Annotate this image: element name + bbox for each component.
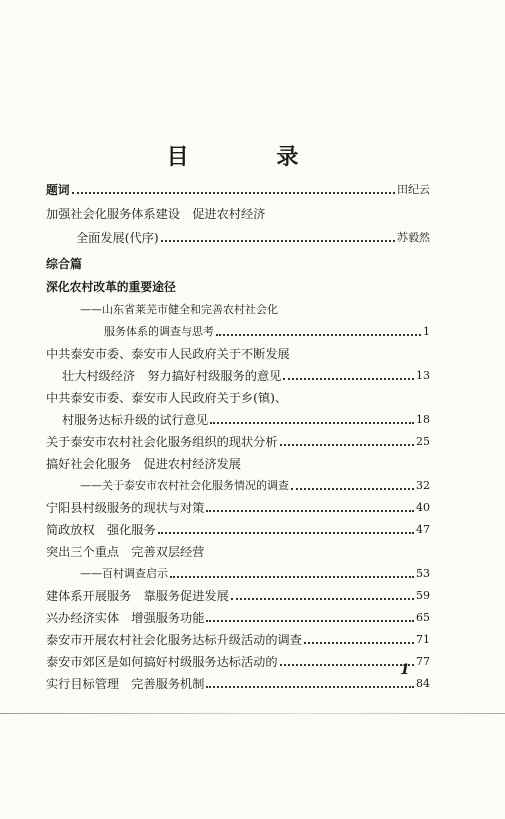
toc-entry-page: 13 <box>416 369 430 382</box>
toc-entry-page: 77 <box>416 655 430 668</box>
toc-entry-title: 实行目标管理 完善服务机制 <box>46 677 205 691</box>
toc-entry-title: 突出三个重点 完善双层经营 <box>46 545 205 559</box>
section-heading: 综合篇 <box>46 257 83 271</box>
toc-entry-title: 村服务达标升级的试行意见 <box>62 413 209 427</box>
toc-entry-title: 泰安市郊区是如何搞好村级服务达标活动的 <box>46 655 278 669</box>
toc-entry-title: 壮大村级经济 努力搞好村级服务的意见 <box>62 369 282 383</box>
toc-entry-title: ——山东省莱芜市健全和完善农村社会化 <box>80 303 278 316</box>
toc-entry-title: 全面发展(代序) <box>76 231 159 245</box>
toc-entry-page: 53 <box>416 567 430 580</box>
dot-leader <box>283 378 414 380</box>
toc-entry <box>46 498 430 518</box>
toc-entry-page: 40 <box>416 501 430 514</box>
dot-leader <box>161 240 395 242</box>
dot-leader <box>280 444 414 446</box>
toc-entry <box>46 586 430 606</box>
toc-entry <box>46 608 430 628</box>
scan-edge-line <box>0 713 505 714</box>
toc-entry-title: 加强社会化服务体系建设 促进农村经济 <box>46 207 266 221</box>
toc-entry <box>46 344 430 364</box>
toc-entry <box>46 454 430 474</box>
page-title: 目 录 <box>166 145 339 170</box>
toc-entry <box>76 228 430 248</box>
dot-leader <box>304 642 414 644</box>
toc-entry-page: 田纪云 <box>397 183 430 196</box>
toc-entry-page: 71 <box>416 633 430 646</box>
toc-entry <box>46 674 430 694</box>
toc-entry-page: 65 <box>416 611 430 624</box>
dot-leader <box>206 686 414 688</box>
dot-leader <box>158 532 414 534</box>
toc-entry-page: 25 <box>416 435 430 448</box>
toc-entry <box>80 476 430 496</box>
toc-entry <box>80 300 430 320</box>
dot-leader <box>170 576 414 578</box>
toc-entry <box>80 564 430 584</box>
toc-entry-title: 宁阳县村级服务的现状与对策 <box>46 501 205 515</box>
toc-entry <box>62 410 430 430</box>
toc-entry-page: 32 <box>416 479 430 492</box>
toc-entry <box>46 630 430 650</box>
toc-entry-title: 建体系开展服务 靠服务促进发展 <box>46 589 229 603</box>
toc-entry-title: 深化农村改革的重要途径 <box>46 280 176 294</box>
toc-entry-page: 47 <box>416 523 430 536</box>
dot-leader <box>291 488 414 490</box>
toc-entry-title: 题词 <box>46 183 70 197</box>
toc-entry <box>46 432 430 452</box>
toc-entry-title: 简政放权 强化服务 <box>46 523 156 537</box>
toc-entry <box>46 520 430 540</box>
toc-entry-page: 84 <box>416 677 430 690</box>
dot-leader <box>280 664 414 666</box>
toc-entry-page: 59 <box>416 589 430 602</box>
toc-entry-title: ——百村调查启示 <box>80 567 168 580</box>
toc-entry <box>46 180 430 200</box>
toc-entry-title: 搞好社会化服务 促进农村经济发展 <box>46 457 241 471</box>
toc-entry-title: 泰安市开展农村社会化服务达标升级活动的调查 <box>46 633 302 647</box>
toc-entry <box>46 204 430 224</box>
toc-entry <box>46 277 430 297</box>
toc-entry-title: 中共泰安市委、泰安市人民政府关于乡(镇)、 <box>46 391 288 405</box>
toc-entry <box>46 542 430 562</box>
dot-leader <box>216 334 421 336</box>
toc-entry-title: 中共泰安市委、泰安市人民政府关于不断发展 <box>46 347 290 361</box>
toc-entry-page: 1 <box>423 325 430 338</box>
dot-leader <box>72 192 395 194</box>
dot-leader <box>206 510 414 512</box>
toc-entry-title: 兴办经济实体 增强服务功能 <box>46 611 205 625</box>
toc-entry-title: ——关于泰安市农村社会化服务情况的调查 <box>80 479 289 492</box>
dot-leader <box>231 598 414 600</box>
toc-entry <box>46 652 430 672</box>
toc-entry-page: 18 <box>416 413 430 426</box>
toc-entry-title: 服务体系的调查与思考 <box>104 325 214 338</box>
toc-entry-title: 关于泰安市农村社会化服务组织的现状分析 <box>46 435 278 449</box>
toc-entry <box>104 322 430 342</box>
toc-entry <box>62 366 430 386</box>
toc-entry-page: 苏毅然 <box>397 231 430 244</box>
dot-leader <box>206 620 414 622</box>
page-number: 1 <box>400 662 410 678</box>
dot-leader <box>210 422 414 424</box>
toc-entry <box>46 388 430 408</box>
